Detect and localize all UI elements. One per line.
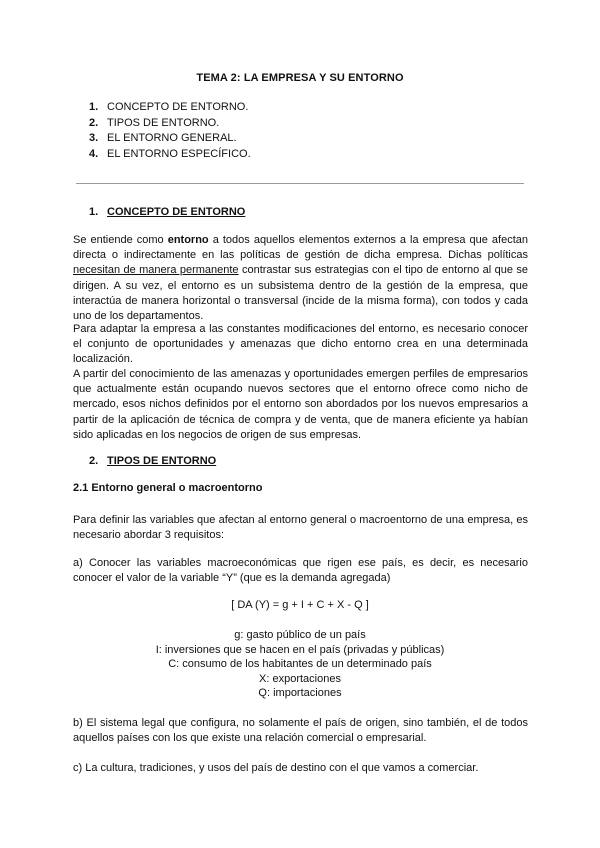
toc-item [89, 116, 251, 132]
toc-label: TIPOS DE ENTORNO. [107, 116, 220, 129]
toc-item [89, 147, 251, 163]
paragraph: c) La cultura, tradiciones, y usos del país de destino con el que vamos a comerciar. [73, 762, 479, 774]
paragraph: b) El sistema legal que configura, no solamente el país de origen, sino también, el de todos aquellos países con los que existe una relación comercial o empresarial. [73, 717, 528, 745]
paragraph: Para adaptar la empresa a las constantes modificaciones del entorno, es necesario conocer el conjunto de oportunidades y amenazas que dicho entorno crea en una determinada localización. [73, 323, 528, 366]
section-heading [89, 455, 216, 467]
section-title: CONCEPTO DE ENTORNO [107, 206, 246, 218]
toc-label: EL ENTORNO ESPECÍFICO. [107, 147, 251, 160]
legend-item: g: gasto público de un país [234, 629, 366, 641]
toc-item [89, 100, 251, 116]
section-title: TIPOS DE ENTORNO [107, 455, 217, 467]
document-title: TEMA 2: LA EMPRESA Y SU ENTORNO [196, 72, 404, 84]
toc-number: 4. [89, 147, 99, 160]
toc-number: 2. [89, 116, 99, 129]
section-number: 1. [89, 206, 99, 218]
legend-item: I: inversiones que se hacen en el país (privadas y públicas) [155, 643, 445, 656]
formula: [ DA (Y) = g + I + C + X - Q ] [231, 599, 369, 611]
table-of-contents [89, 100, 251, 162]
formula-legend [0, 628, 600, 701]
text-run: Se entiende como [73, 234, 168, 246]
toc-item [89, 131, 251, 147]
toc-number: 1. [89, 101, 99, 113]
paragraph: A partir del conocimiento de las amenazas y oportunidades emergen perfiles de empresarios que actualmente están ocupando nuevos sectores que el entorno ofrece como nicho de mercado, esos nichos definidos por el entorno son abordados por los nuevos empresarios a partir de la aplicación de técnica de compra y de venta, que de manera eficiente ya habían sido aplicadas en los negocios de origen de sus empresas. [73, 368, 528, 441]
text-run: contrastar sus estrategias con el tipo de entorno al que se dirigen. A su vez, el entorno es un subsistema dentro de la gestión de la empresa, que interactúa de manera horizontal o transversal (incide de la misma forma), con todos y cada uno de los departamentos. [73, 264, 529, 323]
legend-item: Q: importaciones [258, 687, 342, 699]
section-number: 2. [89, 455, 99, 467]
paragraph [73, 233, 528, 324]
legend-item: X: exportaciones [259, 672, 341, 685]
subsection-heading: 2.1 Entorno general o macroentorno [73, 482, 263, 494]
toc-label: EL ENTORNO GENERAL. [107, 132, 237, 144]
horizontal-rule [76, 183, 524, 184]
text-run: a todos aquellos elementos externos a la empresa que afectan directa o indirectamente en las políticas de gestión de dicha empresa. Dichas políticas [73, 234, 528, 262]
bold-term: entorno [167, 234, 209, 246]
toc-number: 3. [89, 132, 99, 144]
paragraph: Para definir las variables que afectan al entorno general o macroentorno de una empresa, es necesario abordar 3 requisitos: [73, 514, 528, 542]
toc-label: CONCEPTO DE ENTORNO. [107, 101, 249, 113]
legend-item: C: consumo de los habitantes de un determinado país [168, 658, 432, 670]
section-heading [89, 206, 245, 218]
underlined-text: necesitan de manera permanente [73, 264, 239, 277]
paragraph: a) Conocer las variables macroeconómicas que rigen ese país, es decir, es necesario conocer el valor de la variable “Y” (que es la demanda agregada) [73, 557, 528, 585]
